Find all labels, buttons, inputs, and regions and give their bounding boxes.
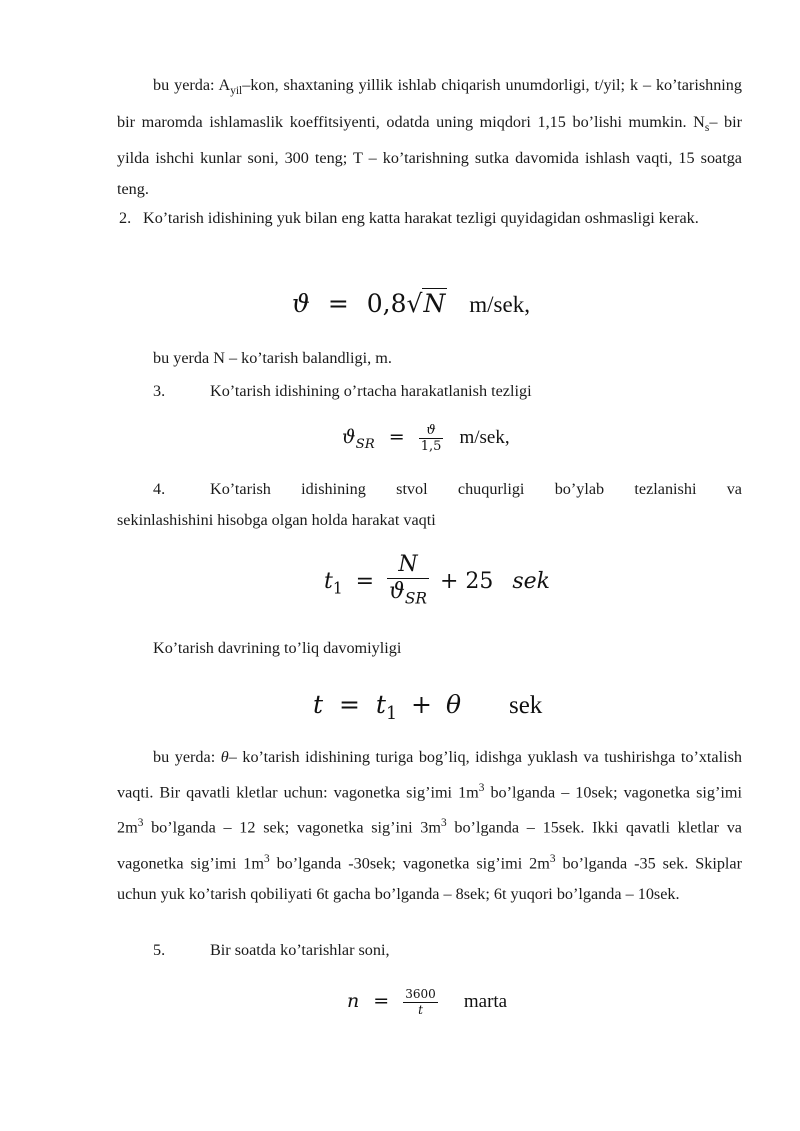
formula-equals: = [327, 289, 349, 318]
formula-subscript: 1 [385, 704, 398, 724]
formula-fraction [387, 552, 429, 611]
subscript-yil: yil [230, 85, 243, 98]
list-text: Ko’tarish idishining o’rtacha harakatlanish tezligi [210, 382, 532, 400]
formula-equals: = [339, 690, 360, 719]
formula-cycle-time [313, 685, 542, 734]
formula-symbol: t [313, 690, 324, 719]
formula-unit: marta [463, 991, 508, 1012]
formula-plus: + [411, 690, 432, 719]
text-b4: bo’lganda – 12 sek; vagonetka sig’ini 3m [143, 818, 441, 837]
list-text: Ko’tarish idishining yuk bilan eng katta harakat tezligi quyidagidan oshmasligi kerak. [143, 209, 699, 227]
formula-average-speed [342, 415, 510, 467]
formula-symbol: ϑ [342, 426, 356, 448]
fraction-numerator: ϑ [419, 423, 444, 439]
list-text-line2: sekinlashishini hisobga olgan holda harakat vaqti [117, 511, 436, 529]
paragraph-n-definition: bu yerda N – ko’tarish balandligi, m. [153, 349, 392, 367]
fraction-denominator [387, 579, 429, 611]
formula-addend: + 25 [439, 569, 494, 594]
subscript-s: s [704, 121, 710, 134]
formula-max-speed [292, 284, 530, 325]
list-text-line1: Ko’tarish idishining stvol chuqurligi bo’ylab tezlanishi va [210, 480, 742, 498]
formula-fraction [419, 423, 444, 454]
denominator-subscript: SR [404, 589, 427, 608]
text-a2: –kon, shaxtaning yillik ishlab chiqarish unumdorligi, t/yil; k – ko’tarishning bir maromda ishlamaslik koeffitsiyenti, odatda uning miqdori 1,15 bo’lishi mumkin. N [117, 76, 742, 131]
superscript: 3 [137, 817, 144, 830]
list-item-2 [117, 203, 742, 265]
formula-symbol: t [324, 569, 333, 594]
formula-travel-time [324, 552, 550, 618]
superscript: 3 [263, 852, 270, 865]
text-b2: – ko’tarish idishining turiga bog’liq, idishga yuklash va tushirishga to’xtalish vaqti. Bir qavatli kletlar uchun: vagonetka sig’imi 1m [117, 748, 743, 802]
formula-symbol: ϑ [292, 289, 310, 318]
text-b5: bo’lganda – 15sek. Ikki qavatli kletlar va vagonetka sig’imi 1m [117, 818, 742, 873]
formula-subscript: SR [355, 436, 375, 452]
paragraph-definitions [117, 70, 742, 204]
list-number: 5. [153, 941, 166, 959]
sqrt-symbol: √N [406, 289, 446, 318]
text-a1: bu yerda: A [153, 76, 231, 94]
superscript: 3 [549, 852, 556, 865]
formula-equals: = [388, 426, 405, 448]
formula-theta: θ [445, 690, 462, 719]
list-number: 2. [119, 209, 132, 227]
formula-radicand: N [423, 289, 446, 318]
text-b7: bo’lganda -35 sek. Skiplar uchun yuk ko’tarish qobiliyati 6t gacha bo’lganda – 8sek; 6t yuqori bo’lganda – 10sek. [117, 854, 742, 904]
list-number: 4. [153, 480, 166, 498]
formula-unit: sek [512, 569, 551, 594]
formula-unit: sek [508, 692, 543, 719]
superscript: 3 [440, 817, 447, 830]
text-b6: bo’lganda -30sek; vagonetka sig’imi 2m [269, 854, 550, 873]
formula-subscript: 1 [332, 579, 343, 598]
formula-unit: m/sek, [459, 427, 510, 448]
formula-equals: = [373, 990, 390, 1012]
denominator-symbol: ϑ [389, 579, 405, 605]
formula-fraction [403, 987, 438, 1018]
formula-symbol: n [347, 990, 360, 1012]
theta-symbol: θ [220, 748, 229, 766]
formula-unit: m/sek, [469, 292, 530, 317]
paragraph-theta-definition [117, 742, 742, 910]
superscript: 3 [478, 782, 485, 794]
formula-term-t1: t [375, 690, 386, 719]
list-text: Bir soatda ko’tarishlar soni, [210, 941, 390, 959]
list-number: 3. [153, 382, 166, 400]
fraction-numerator: 3600 [405, 986, 436, 1001]
paragraph-cycle-duration: Ko’tarish davrining to’liq davomiyligi [153, 639, 402, 657]
fraction-denominator: 1,5 [420, 438, 442, 454]
fraction-denominator: t [418, 1002, 423, 1017]
formula-coefficient: 0,8 [366, 289, 407, 318]
text-a3: – bir yilda ishchi kunlar soni, 300 teng; T – ko’tarishning sutka davomida ishlash vaqti, 15 soatga teng. [117, 112, 743, 198]
text-b3: bo’lganda – 10sek; vagonetka sig’imi 2m [117, 783, 742, 837]
formula-equals: = [355, 569, 375, 594]
formula-lifts-per-hour [347, 978, 507, 1025]
fraction-numerator: N [387, 552, 429, 579]
text-b1: bu yerda: [153, 748, 221, 766]
